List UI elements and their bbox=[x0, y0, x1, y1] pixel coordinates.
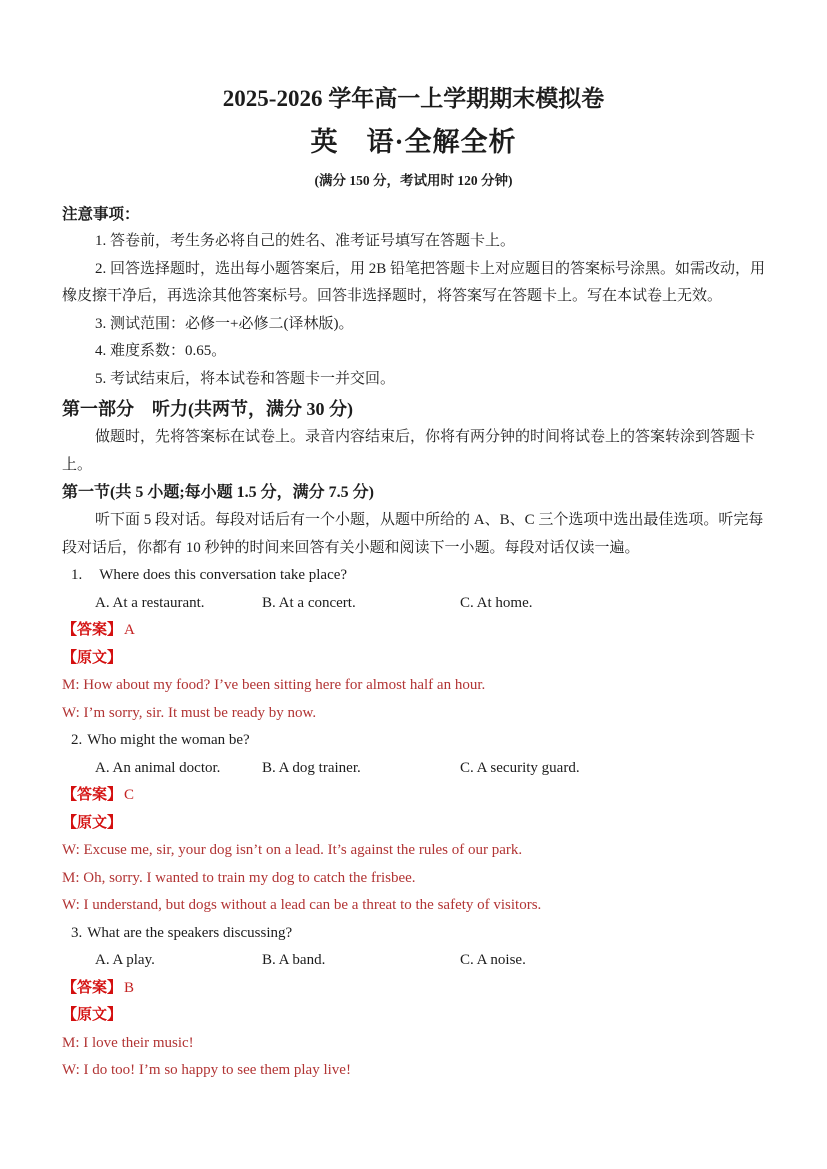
answer-marker: 【答案】 bbox=[62, 979, 123, 996]
question-number: 3. bbox=[71, 924, 83, 941]
option-b: B. At a concert. bbox=[262, 594, 356, 611]
question-stem-row bbox=[62, 920, 765, 948]
notice-item-1: 1. 答卷前，考生务必将自己的姓名、准考证号填写在答题卡上。 bbox=[95, 233, 516, 249]
option-c: C. At home. bbox=[460, 594, 533, 611]
notice-item-5: 5. 考试结束后，将本试卷和答题卡一并交回。 bbox=[95, 370, 396, 387]
script-line: M: How about my food? I’ve been sitting here for almost half an hour. bbox=[62, 677, 486, 693]
notice-item-3: 3. 测试范围：必修一+必修二(译林版)。 bbox=[95, 315, 354, 332]
exam-info-line: (满分 150 分，考试用时 120 分钟) bbox=[314, 173, 513, 188]
script-marker: 【原文】 bbox=[62, 649, 123, 666]
script-marker-row bbox=[62, 1002, 765, 1030]
notice-heading: 注意事项： bbox=[62, 206, 140, 223]
script-marker: 【原文】 bbox=[62, 1007, 123, 1023]
script-line: W: I do too! I’m so happy to see them play live! bbox=[62, 1062, 351, 1078]
exam-subject-title: 英 语·全解全析 bbox=[310, 127, 517, 157]
section1-instructions: 听下面 5 段对话。每段对话后有一个小题，从题中所给的 A、B、C 三个选项中选出最佳选项。听完每段对话后，你都有 10 秒钟的时间来回答有关小题和阅读下一小题。每段对话仅读一遍。 bbox=[62, 512, 764, 556]
options-row bbox=[62, 590, 765, 618]
question-stem-row bbox=[62, 727, 765, 755]
script-marker-row bbox=[62, 645, 765, 673]
question-number: 2. bbox=[71, 732, 83, 748]
script-line: M: I love their music! bbox=[62, 1034, 194, 1051]
script-line: W: Excuse me, sir, your dog isn’t on a lead. It’s against the rules of our park. bbox=[62, 842, 523, 858]
question-stem: Where does this conversation take place? bbox=[99, 567, 348, 583]
answer-row bbox=[62, 617, 765, 645]
answer-value: B bbox=[124, 979, 135, 996]
question-stem-row bbox=[62, 562, 765, 590]
part1-heading: 第一部分 听力(共两节，满分 30 分) bbox=[62, 399, 353, 419]
answer-marker: 【答案】 bbox=[62, 622, 123, 638]
answer-marker: 【答案】 bbox=[62, 787, 123, 803]
script-marker: 【原文】 bbox=[62, 814, 123, 831]
options-row bbox=[62, 755, 765, 783]
question-block-1 bbox=[62, 562, 765, 727]
script-marker-row bbox=[62, 810, 765, 838]
option-a: A. An animal doctor. bbox=[95, 759, 221, 776]
answer-row bbox=[62, 782, 765, 810]
script-line: M: Oh, sorry. I wanted to train my dog to catch the frisbee. bbox=[62, 869, 416, 886]
notice-item-2: 2. 回答选择题时，选出每小题答案后，用 2B 铅笔把答题卡上对应题目的答案标号涂黑。如需改动，用橡皮擦干净后，再选涂其他答案标号。回答非选择题时，将答案写在答题卡上。写在本试卷上无效。 bbox=[62, 260, 766, 304]
option-a: A. At a restaurant. bbox=[95, 594, 205, 611]
script-line: W: I’m sorry, sir. It must be ready by now. bbox=[62, 704, 317, 721]
option-c: C. A noise. bbox=[460, 952, 526, 968]
page-title: 2025-2026 学年高一上学期期末模拟卷 bbox=[222, 86, 605, 111]
answer-value: C bbox=[124, 787, 135, 803]
listening-intro: 做题时，先将答案标在试卷上。录音内容结束后，你将有两分钟的时间将试卷上的答案转涂到答题卡上。 bbox=[62, 429, 756, 473]
question-stem: What are the speakers discussing? bbox=[87, 924, 293, 941]
option-b: B. A dog trainer. bbox=[262, 759, 361, 776]
options-row bbox=[62, 947, 765, 975]
section1-heading: 第一节(共 5 小题;每小题 1.5 分，满分 7.5 分) bbox=[62, 484, 374, 501]
answer-row bbox=[62, 975, 765, 1003]
option-b: B. A band. bbox=[262, 952, 326, 968]
option-a: A. A play. bbox=[95, 952, 155, 968]
notice-item-4: 4. 难度系数：0.65。 bbox=[95, 343, 227, 359]
question-block-2 bbox=[62, 727, 765, 920]
option-c: C. A security guard. bbox=[460, 759, 580, 776]
question-stem: Who might the woman be? bbox=[87, 732, 250, 748]
answer-value: A bbox=[124, 622, 135, 638]
script-line: W: I understand, but dogs without a lead can be a threat to the safety of visitors. bbox=[62, 897, 542, 913]
question-number: 1. bbox=[71, 567, 83, 583]
question-block-3 bbox=[62, 920, 765, 1085]
